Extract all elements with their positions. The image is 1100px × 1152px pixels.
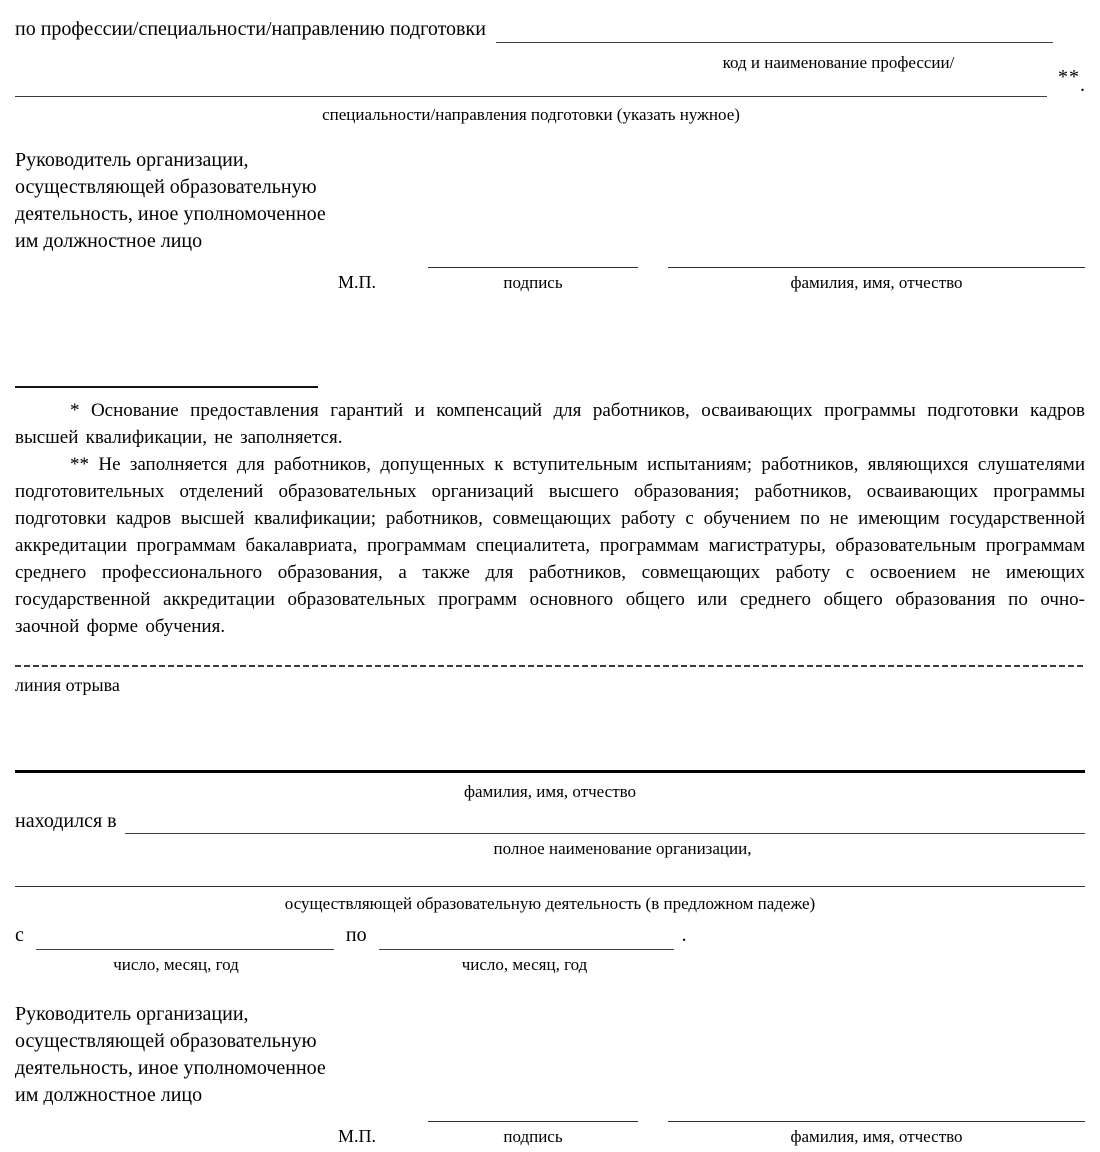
date-from-line[interactable] [36, 924, 334, 950]
full-name-caption: фамилия, имя, отчество [790, 273, 963, 292]
specialty-caption: специальности/направления подготовки (указать нужное) [322, 105, 740, 124]
footnote-double-asterisk: ** Не заполняется для работников, допущенных к вступительным испытаниям; работников, являющихся слушателями подготовительных отделений образовательных организаций высшего образования; работников, осваивающих программы подготовки кадров высшей квалификации; работников, совмещающих работу с обучением по не имеющим государственной аккредитации программам бакалавриата, программам специалитета, программам магистратуры, образовательным программам среднего профессионального образования, а также для работников, совмещающих работу с освоением не имеющих государственной аккредитации образовательных программ основного общего или среднего общего образования по очно-заочной форме обучения. [15, 454, 1085, 637]
signature-caption: подпись [503, 1127, 563, 1146]
organization-activity-caption: осуществляющей образовательную деятельность (в предложном падеже) [284, 894, 816, 913]
leader-title-line-1: Руководитель организации, [15, 1003, 249, 1025]
located-in-row [15, 808, 1085, 834]
from-label: с [15, 924, 24, 946]
profession-caption: код и наименование профессии/ [722, 53, 955, 72]
tear-off-line [15, 665, 1085, 667]
signature-line[interactable] [428, 267, 638, 268]
stamp-place-label: М.П. [338, 272, 377, 292]
tear-off-label: линия отрыва [15, 675, 120, 695]
leader-title-line-4: им должностное лицо [15, 1084, 203, 1106]
date-to-caption: число, месяц, год [461, 955, 588, 974]
signature-captions-row-bottom [15, 1126, 1085, 1147]
profession-prefix-label: по профессии/специальности/направлению подготовки [15, 18, 486, 40]
organization-continuation-line[interactable] [15, 886, 1085, 887]
date-from-caption: число, месяц, год [113, 955, 239, 974]
date-to-line[interactable] [379, 924, 674, 950]
date-captions-row [15, 954, 1085, 975]
profession-row [15, 16, 1085, 43]
leader-title-line-3: деятельность, иное уполномоченное [15, 203, 326, 225]
footnote-separator-line [15, 386, 318, 388]
period-row [15, 924, 1085, 950]
specialty-field-line[interactable] [15, 73, 1047, 97]
signature-lines-row-bottom [15, 1121, 1085, 1122]
period-terminator: . [681, 924, 687, 946]
organization-name-line[interactable] [125, 808, 1085, 834]
located-in-label: находился в [15, 810, 117, 832]
signature-line[interactable] [428, 1121, 638, 1122]
full-name-line[interactable] [668, 267, 1085, 268]
signature-lines-row-top [15, 267, 1085, 268]
footnote-asterisk: * Основание предоставления гарантий и компенсаций для работников, осваивающих программы подготовки кадров высшей квалификации, не заполняется. [15, 400, 1085, 448]
signature-caption: подпись [503, 273, 563, 292]
leader-title-line-4: им должностное лицо [15, 230, 203, 252]
leader-title-line-1: Руководитель организации, [15, 149, 249, 171]
leader-title-bottom [15, 1001, 1085, 1109]
leader-title-top [15, 147, 1085, 255]
stamp-place-label: М.П. [338, 1126, 377, 1146]
full-name-line[interactable] [668, 1121, 1085, 1122]
section-divider-line [15, 770, 1085, 773]
full-name-caption: фамилия, имя, отчество [790, 1127, 963, 1146]
head-signature-block-bottom [15, 1001, 1085, 1147]
confirmation-full-name-caption: фамилия, имя, отчество [463, 782, 637, 801]
leader-title-line-2: осуществляющей образовательную [15, 1030, 317, 1052]
signature-captions-row-top [15, 272, 1085, 293]
to-label: по [345, 924, 367, 946]
organization-name-caption: полное наименование организации, [493, 839, 752, 858]
leader-title-line-2: осуществляющей образовательную [15, 176, 317, 198]
profession-field-line[interactable] [496, 16, 1053, 43]
leader-title-line-3: деятельность, иное уполномоченное [15, 1057, 326, 1079]
double-asterisk-footnote-marker: **. [1058, 66, 1085, 96]
head-signature-block-top [15, 147, 1085, 293]
specialty-row [15, 66, 1085, 97]
